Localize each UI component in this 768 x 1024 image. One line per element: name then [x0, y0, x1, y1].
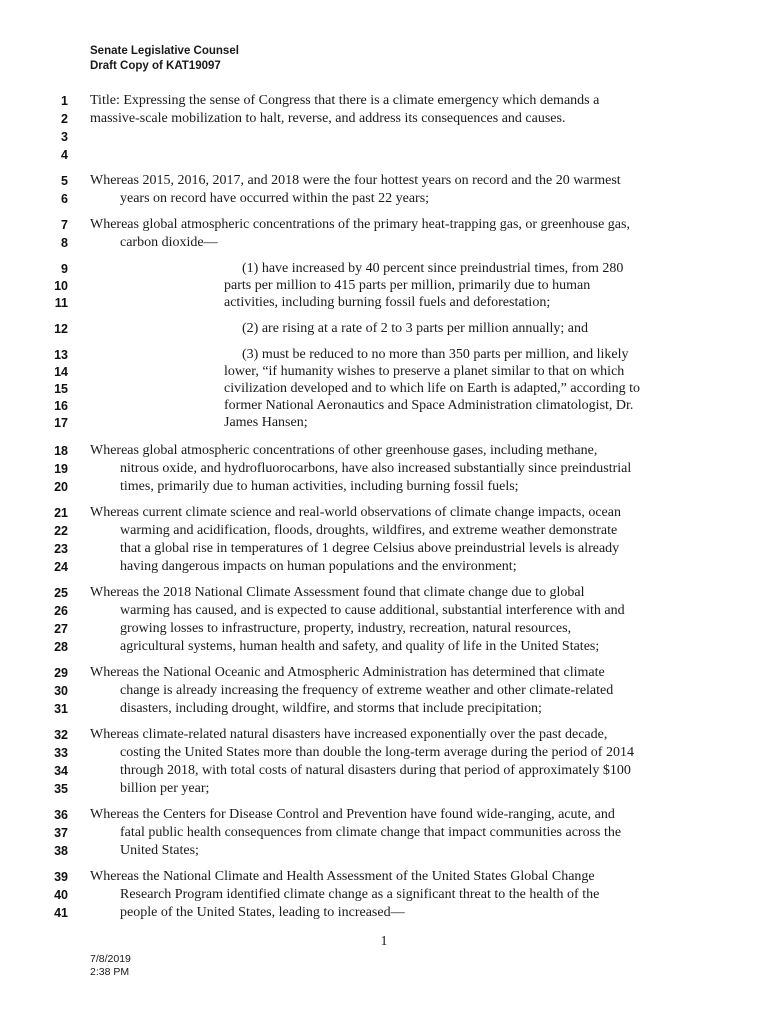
- line-text: Whereas 2015, 2016, 2017, and 2018 were the four hottest years on record and the 20 warmest: [90, 173, 621, 188]
- document-line: [0, 363, 768, 381]
- line-text: times, primarily due to human activities, including burning fossil fuels;: [120, 479, 519, 494]
- line-text: having dangerous impacts on human populations and the environment;: [120, 559, 517, 574]
- document-line: [0, 190, 768, 208]
- line-number: 7: [61, 218, 68, 232]
- line-text: fatal public health consequences from climate change that impact communities across the: [120, 825, 622, 840]
- line-number: 26: [54, 604, 68, 618]
- document-line: [0, 842, 768, 860]
- document-line: [0, 584, 768, 602]
- line-number: 6: [61, 192, 68, 206]
- line-text: Whereas the National Climate and Health Assessment of the United States Global Change: [90, 869, 595, 884]
- line-number: 16: [54, 399, 68, 413]
- line-number: 5: [61, 174, 68, 188]
- line-number: 17: [54, 416, 68, 430]
- line-number: 22: [54, 524, 68, 538]
- document-line: [0, 128, 768, 146]
- document-line: [0, 397, 768, 415]
- document-line: [0, 414, 768, 432]
- footer-date: 7/8/2019: [90, 953, 131, 965]
- document-line: [0, 504, 768, 522]
- document-footer: [90, 953, 131, 979]
- line-text: costing the United States more than double the long-term average during the period of 2014: [120, 745, 634, 760]
- document-line: [0, 602, 768, 620]
- line-number: 20: [54, 480, 68, 494]
- document-line: [0, 664, 768, 682]
- document-line: [0, 868, 768, 886]
- document-line: [0, 744, 768, 762]
- document-line: [0, 110, 768, 128]
- line-number: 21: [54, 506, 68, 520]
- line-text: carbon dioxide—: [120, 235, 218, 250]
- line-number: 34: [54, 764, 68, 778]
- line-text: Whereas the 2018 National Climate Assessment found that climate change due to global: [90, 585, 585, 600]
- line-number: 31: [54, 702, 68, 716]
- line-text: years on record have occurred within the past 22 years;: [120, 191, 430, 206]
- line-text: (2) are rising at a rate of 2 to 3 parts per million annually; and: [242, 321, 589, 336]
- line-number: 14: [54, 365, 68, 379]
- line-number: 32: [54, 728, 68, 742]
- line-text: growing losses to infrastructure, property, industry, recreation, natural resources,: [120, 621, 572, 636]
- line-text: massive-scale mobilization to halt, reverse, and address its consequences and causes.: [90, 111, 566, 126]
- line-text: disasters, including drought, wildfire, and storms that include precipitation;: [120, 701, 542, 716]
- line-number: 1: [61, 94, 68, 108]
- document-line: [0, 620, 768, 638]
- line-number: 15: [54, 382, 68, 396]
- document-line: [0, 886, 768, 904]
- line-number: 37: [54, 826, 68, 840]
- line-number: 24: [54, 560, 68, 574]
- document-line: [0, 558, 768, 576]
- line-number: 39: [54, 870, 68, 884]
- line-number: 19: [54, 462, 68, 476]
- line-number: 8: [61, 236, 68, 250]
- line-text: (1) have increased by 40 percent since preindustrial times, from 280: [242, 261, 624, 276]
- line-number: 11: [54, 296, 68, 310]
- document-line: [0, 762, 768, 780]
- document-line: [0, 638, 768, 656]
- document-line: [0, 216, 768, 234]
- line-text: Research Program identified climate change as a significant threat to the health of the: [120, 887, 600, 902]
- line-number: 33: [54, 746, 68, 760]
- footer-time: 2:38 PM: [90, 966, 130, 978]
- line-number: 40: [54, 888, 68, 902]
- line-number: 41: [54, 906, 68, 920]
- line-text: (3) must be reduced to no more than 350 parts per million, and likely: [242, 347, 629, 362]
- line-text: that a global rise in temperatures of 1 degree Celsius above preindustrial levels is already: [120, 541, 620, 556]
- office-name: Senate Legislative Counsel: [90, 45, 239, 57]
- line-number: 3: [61, 130, 68, 144]
- line-number: 10: [54, 279, 68, 293]
- line-text: Whereas the Centers for Disease Control and Prevention have found wide-ranging, acute, and: [90, 807, 615, 822]
- document-line: [0, 172, 768, 190]
- line-number: 28: [54, 640, 68, 654]
- line-text: through 2018, with total costs of natural disasters during that period of approximately $100: [120, 763, 631, 778]
- line-number: 12: [54, 322, 68, 336]
- document-line: [0, 442, 768, 460]
- page-number: 1: [380, 934, 388, 949]
- line-text: people of the United States, leading to increased—: [120, 905, 405, 920]
- document-line: [0, 682, 768, 700]
- document-line: [0, 806, 768, 824]
- line-text: Whereas global atmospheric concentrations of the primary heat-trapping gas, or greenhouse gas,: [90, 217, 630, 232]
- line-text: James Hansen;: [224, 415, 308, 430]
- draft-id: Draft Copy of KAT19097: [90, 60, 221, 72]
- document-line: [0, 540, 768, 558]
- line-text: change is already increasing the frequency of extreme weather and other climate-related: [120, 683, 614, 698]
- document-line: [0, 460, 768, 478]
- document-line: [0, 320, 768, 338]
- line-number: 23: [54, 542, 68, 556]
- line-number: 38: [54, 844, 68, 858]
- document-line: [0, 260, 768, 278]
- line-text: parts per million to 415 parts per million, primarily due to human: [224, 278, 591, 293]
- line-number: 2: [61, 112, 68, 126]
- line-text: activities, including burning fossil fuels and deforestation;: [224, 295, 551, 310]
- line-number: 18: [54, 444, 68, 458]
- document-line: [0, 346, 768, 364]
- line-number: 27: [54, 622, 68, 636]
- line-number: 29: [54, 666, 68, 680]
- line-number: 36: [54, 808, 68, 822]
- line-number: 25: [54, 586, 68, 600]
- line-text: former National Aeronautics and Space Administration climatologist, Dr.: [224, 398, 634, 413]
- document-line: [0, 824, 768, 842]
- line-text: nitrous oxide, and hydrofluorocarbons, have also increased substantially since preindustrial: [120, 461, 632, 476]
- line-text: Whereas global atmospheric concentrations of other greenhouse gases, including methane,: [90, 443, 598, 458]
- line-number: 13: [54, 348, 68, 362]
- document-line: [0, 726, 768, 744]
- document-line: [0, 904, 768, 922]
- document-line: [0, 522, 768, 540]
- document-line: [0, 780, 768, 798]
- document-line: [0, 277, 768, 295]
- line-number: 9: [61, 262, 68, 276]
- document-line: [0, 478, 768, 496]
- document-line: [0, 294, 768, 312]
- line-number: 30: [54, 684, 68, 698]
- document-line: [0, 380, 768, 398]
- document-line: [0, 92, 768, 110]
- line-text: civilization developed and to which life on Earth is adapted,” according to: [224, 381, 640, 396]
- document-header: [90, 44, 239, 74]
- line-text: lower, “if humanity wishes to preserve a planet similar to that on which: [224, 364, 625, 379]
- line-number: 4: [61, 148, 68, 162]
- line-text: warming and acidification, floods, droughts, wildfires, and extreme weather demonstrate: [120, 523, 618, 538]
- line-text: billion per year;: [120, 781, 210, 796]
- line-text: warming has caused, and is expected to cause additional, substantial interference with and: [120, 603, 625, 618]
- line-text: Whereas climate-related natural disasters have increased exponentially over the past decade,: [90, 727, 608, 742]
- line-text: United States;: [120, 843, 199, 858]
- line-number: 35: [54, 782, 68, 796]
- line-text: Title: Expressing the sense of Congress that there is a climate emergency which demands a: [90, 93, 600, 108]
- line-text: Whereas the National Oceanic and Atmospheric Administration has determined that climate: [90, 665, 605, 680]
- line-text: agricultural systems, human health and safety, and quality of life in the United States;: [120, 639, 600, 654]
- line-text: Whereas current climate science and real-world observations of climate change impacts, ocean: [90, 505, 621, 520]
- document-line: [0, 234, 768, 252]
- document-line: [0, 146, 768, 164]
- document-line: [0, 700, 768, 718]
